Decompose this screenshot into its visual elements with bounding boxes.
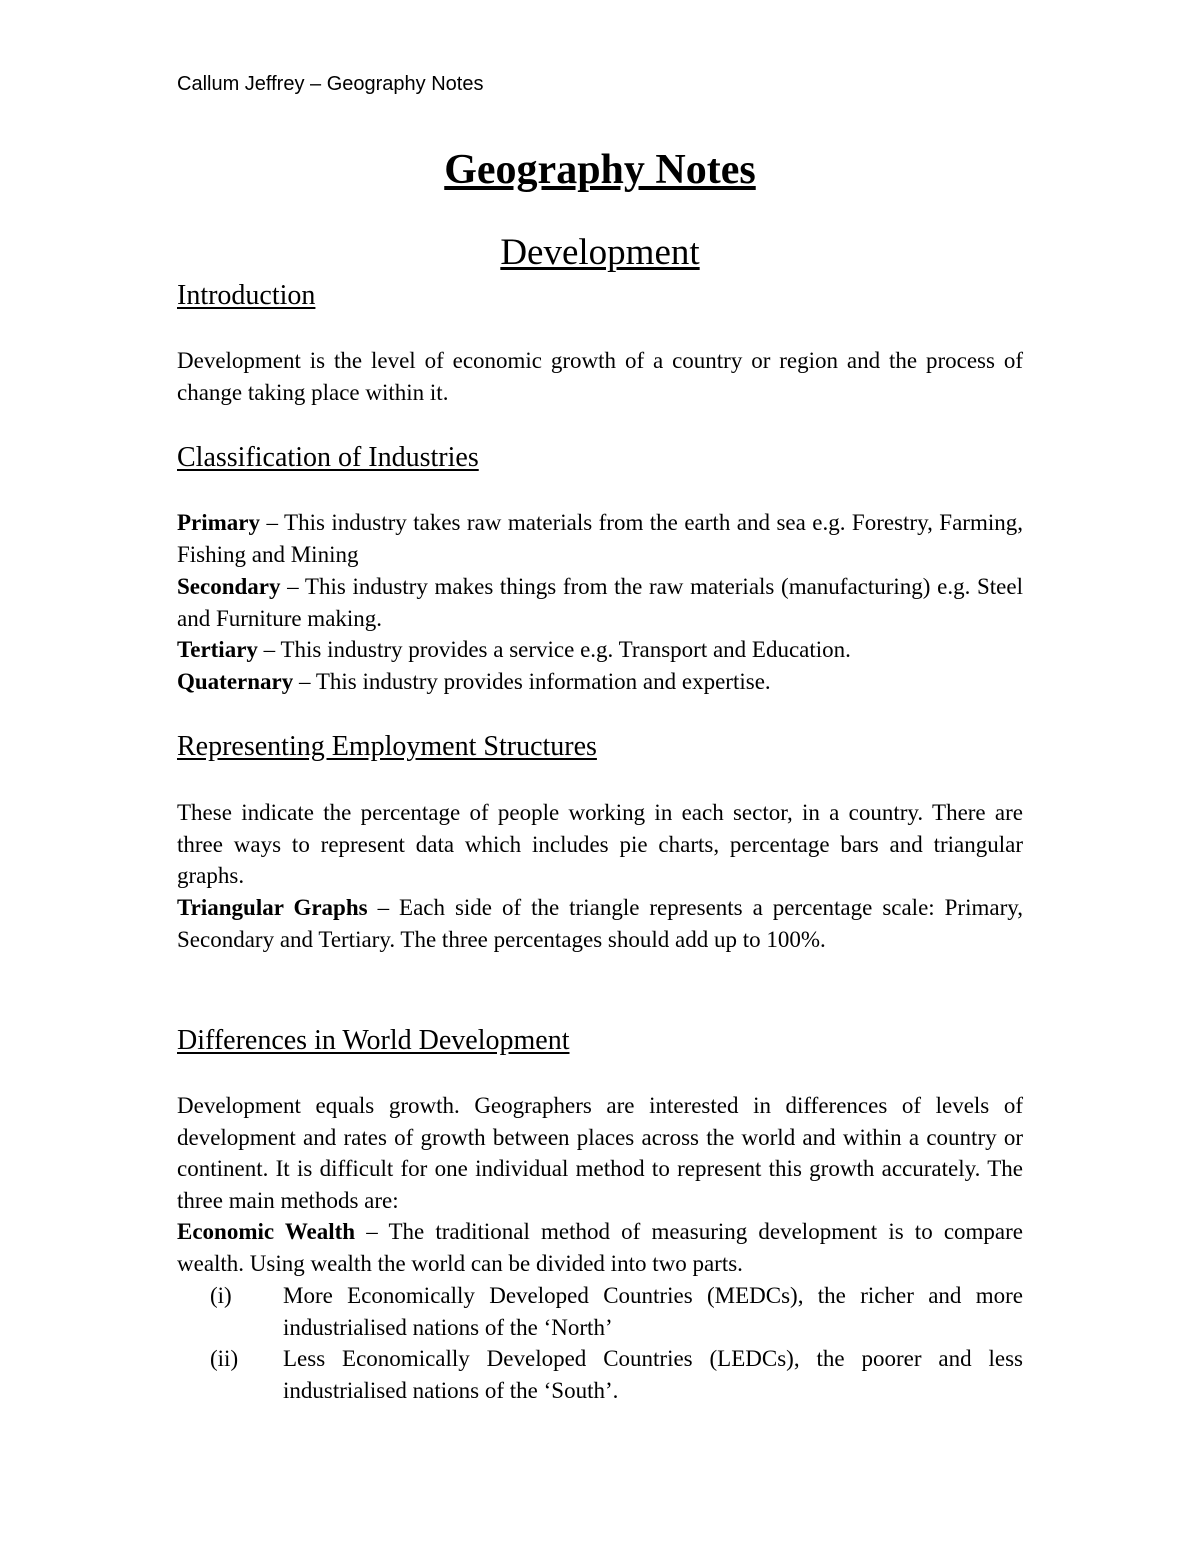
term-economic-wealth: Economic Wealth [177,1219,356,1244]
term-secondary: Secondary [177,574,281,599]
document-title-text: Geography Notes [444,147,756,193]
heading-differences: Differences in World Development [177,1025,570,1056]
list-item-number: (ii) [210,1346,239,1371]
employment-paragraph: These indicate the percentage of people working in each sector, in a country. There are three ways to represent data which includes pie charts, percentage bars and triangular graphs. [177,800,1023,889]
quaternary-text: – This industry provides information and expertise. [293,669,771,694]
triangular-text: – Each side of the triangle represents a percentage scale: Primary, Secondary and Tertiary. The three percentages should add up to 100%. [177,895,1023,952]
employment-triangular [177,892,1023,955]
page-header: Callum Jeffrey – Geography Notes [177,73,484,95]
heading-classification: Classification of Industries [177,442,479,473]
differences-economic-wealth [177,1216,1023,1279]
heading-employment: Representing Employment Structures [177,731,597,762]
classification-primary [177,507,1023,570]
document-subtitle-text: Development [500,232,700,273]
secondary-text: – This industry makes things from the raw materials (manufacturing) e.g. Steel and Furniture making. [177,574,1023,631]
document-title [0,142,1200,198]
introduction-paragraph: Development is the level of economic growth of a country or region and the process of change taking place within it. [177,348,1023,405]
term-quaternary: Quaternary [177,669,294,694]
classification-secondary [177,571,1023,634]
economic-wealth-text: – The traditional method of measuring development is to compare wealth. Using wealth the world can be divided into two parts. [177,1219,1023,1276]
primary-text: – This industry takes raw materials from the earth and sea e.g. Forestry, Farming, Fishing and Mining [177,510,1023,567]
classification-quaternary [177,666,1023,698]
list-item-number: (i) [210,1283,232,1308]
tertiary-text: – This industry provides a service e.g. Transport and Education. [257,637,851,662]
term-tertiary: Tertiary [177,637,258,662]
classification-tertiary [177,634,1023,666]
list-item-text: Less Economically Developed Countries (LEDCs), the poorer and less industrialised nations of the ‘South’. [283,1346,1023,1403]
term-primary: Primary [177,510,261,535]
term-triangular-graphs: Triangular Graphs [177,895,368,920]
heading-introduction: Introduction [177,280,316,311]
document-subtitle [0,228,1200,278]
list-item-text: More Economically Developed Countries (MEDCs), the richer and more industrialised nations of the ‘North’ [283,1283,1023,1340]
differences-paragraph: Development equals growth. Geographers are interested in differences of levels of development and rates of growth between places across the world and within a country or continent. It is difficult for one individual method to represent this growth accurately. The three main methods are: [177,1093,1023,1213]
